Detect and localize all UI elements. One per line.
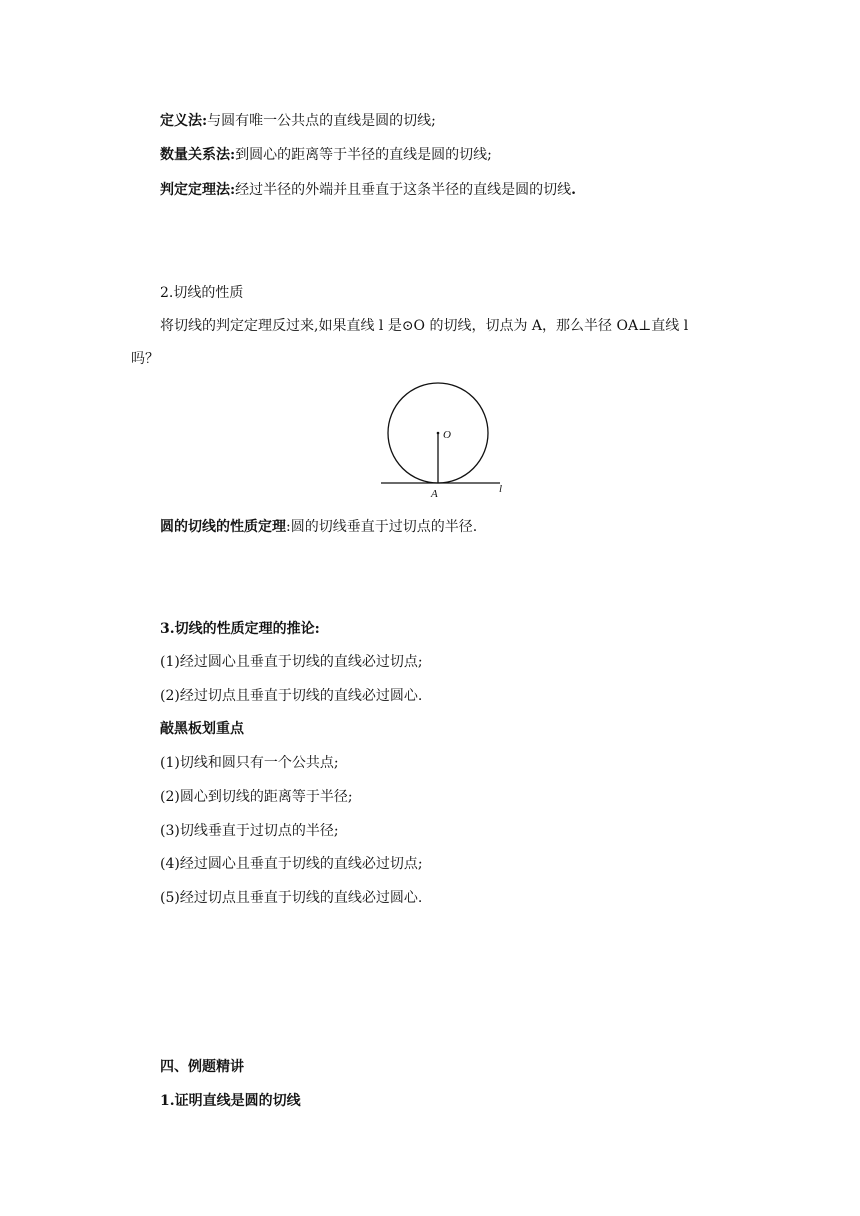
method-definition-label: 定义法:	[160, 113, 208, 129]
section3-item-2: (2)经过切点且垂直于切线的直线必过圆心.	[160, 688, 423, 704]
keypoint-item-3: (3)切线垂直于过切点的半径;	[160, 823, 339, 839]
label-a: A	[431, 488, 438, 500]
keypoint-item-1: (1)切线和圆只有一个公共点;	[160, 755, 339, 771]
section4-sub: 1.证明直线是圆的切线	[160, 1093, 301, 1109]
keypoint-item-2: (2)圆心到切线的距离等于半径;	[160, 789, 353, 805]
section2-question-line2: 吗？	[131, 351, 159, 367]
property-theorem	[160, 518, 477, 536]
property-theorem-label: 圆的切线的性质定理	[160, 519, 286, 535]
method-quantity-text: 到圆心的距离等于半径的直线是圆的切线;	[235, 147, 492, 163]
section4-heading: 四、例题精讲	[160, 1059, 244, 1075]
label-l: l	[499, 483, 503, 495]
keypoint-item-5: (5)经过切点且垂直于切线的直线必过圆心.	[160, 890, 423, 906]
property-theorem-text: :圆的切线垂直于过切点的半径.	[286, 519, 478, 535]
method-theorem-text: 经过半径的外端并且垂直于这条半径的直线是圆的切线	[235, 182, 572, 198]
keypoint-item-4: (4)经过圆心且垂直于切线的直线必过切点;	[160, 856, 423, 872]
section2-heading: 2.切线的性质	[160, 285, 244, 301]
tangent-circle-figure	[378, 380, 508, 500]
keypoints-heading: 敲黑板划重点	[160, 721, 244, 737]
label-o: O	[443, 429, 451, 441]
section2-question-line1: 将切线的判定定理反过来,如果直线 l 是⊙O 的切线，切点为 A，那么半径 OA⊥直线 l	[160, 318, 689, 334]
method-quantity-label: 数量关系法:	[160, 147, 236, 163]
center-point-o	[437, 432, 440, 435]
method-theorem-end: .	[571, 182, 577, 198]
method-definition-text: 与圆有唯一公共点的直线是圆的切线;	[207, 113, 436, 129]
section3-item-1: (1)经过圆心且垂直于切线的直线必过切点;	[160, 654, 423, 670]
method-quantity	[160, 146, 492, 164]
method-definition	[160, 112, 436, 130]
method-theorem	[160, 181, 576, 199]
method-theorem-label: 判定定理法:	[160, 182, 236, 198]
section3-heading: 3.切线的性质定理的推论:	[160, 621, 320, 637]
